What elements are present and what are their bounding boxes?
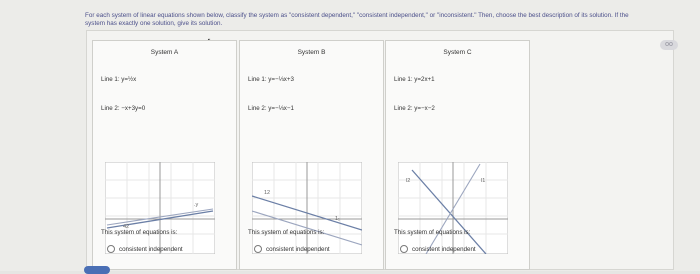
system-a-option[interactable]	[107, 245, 183, 253]
system-c-line2: Line 2: y=−x−2	[394, 105, 435, 112]
svg-text:42: 42	[123, 224, 130, 230]
system-a-graph	[105, 162, 215, 254]
system-c-option-label: consistent independent	[412, 245, 476, 253]
system-a-line1: Line 1: y=½x	[101, 76, 137, 83]
system-b-option[interactable]	[254, 245, 330, 253]
help-badge[interactable]: oo	[660, 40, 678, 50]
system-c-option[interactable]	[400, 245, 476, 253]
system-b-line2: Line 2: y=−⅓x−1	[248, 105, 294, 112]
svg-text:l2: l2	[406, 178, 411, 184]
system-a-card	[92, 40, 237, 270]
svg-text:12: 12	[264, 190, 271, 196]
system-a-line2: Line 2: −x+3y=0	[101, 105, 146, 112]
svg-text:.y: .y	[194, 202, 199, 208]
svg-text:l1: l1	[481, 178, 486, 184]
system-c-card	[385, 40, 530, 270]
system-a-title: System A	[150, 49, 179, 56]
system-b-graph	[252, 162, 362, 254]
instructions-text: For each system of linear equations shown below, classify the system as "consistent dependent," "consistent independent," or "inconsistent." Then, choose the best description of its solution. If the system has exactly one solution, give its solution.	[85, 12, 629, 27]
system-a-question: This system of equations is:	[101, 229, 178, 236]
system-c-radio[interactable]	[400, 245, 408, 253]
system-b-title: System B	[297, 49, 326, 56]
system-c-line1: Line 1: y=2x+1	[394, 76, 435, 83]
svg-text:1₁: 1₁	[335, 216, 340, 222]
system-a-option-label: consistent independent	[119, 245, 183, 253]
system-c-question: This system of equations is:	[394, 229, 471, 236]
system-c-graph	[398, 162, 508, 254]
bottom-action-button[interactable]	[84, 266, 110, 274]
system-b-line1: Line 1: y=−⅓x+3	[248, 76, 294, 83]
system-a-radio[interactable]	[107, 245, 115, 253]
system-b-question: This system of equations is:	[248, 229, 325, 236]
system-b-card	[239, 40, 384, 270]
system-c-title: System C	[443, 49, 472, 56]
system-b-option-label: consistent independent	[266, 245, 330, 253]
system-b-radio[interactable]	[254, 245, 262, 253]
